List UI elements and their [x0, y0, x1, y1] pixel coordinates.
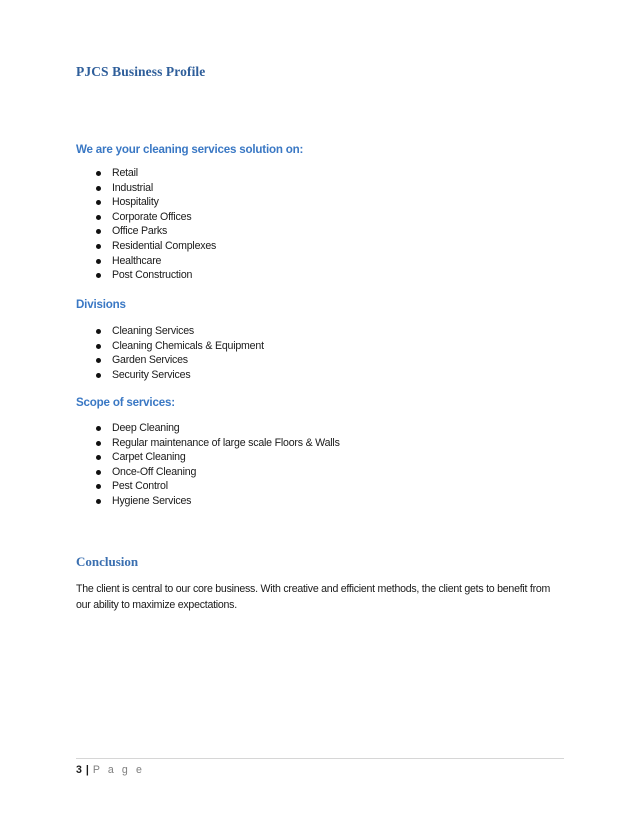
- scope-heading: Scope of services:: [76, 396, 175, 409]
- list-item-label: Healthcare: [112, 254, 162, 267]
- conclusion-heading: Conclusion: [76, 554, 139, 569]
- bullet-icon: [96, 344, 101, 349]
- bullet-icon: [96, 373, 101, 378]
- list-item-label: Carpet Cleaning: [112, 451, 186, 464]
- list-item: [96, 195, 216, 210]
- page-title: PJCS Business Profile: [76, 64, 206, 79]
- list-item: [96, 181, 216, 196]
- list-item: [96, 465, 340, 480]
- divisions-list: [96, 324, 264, 382]
- bullet-icon: [96, 358, 101, 363]
- list-item-label: Pest Control: [112, 480, 168, 493]
- list-item: [96, 224, 216, 239]
- bullet-icon: [96, 273, 101, 278]
- list-item-label: Once-Off Cleaning: [112, 465, 197, 478]
- list-item-label: Industrial: [112, 181, 153, 194]
- bullet-icon: [96, 244, 101, 249]
- list-item: [96, 450, 340, 465]
- scope-list: [96, 421, 340, 509]
- list-item-label: Deep Cleaning: [112, 422, 180, 434]
- bullet-icon: [96, 426, 101, 431]
- page-number: 3: [76, 764, 82, 776]
- list-item: [96, 166, 216, 181]
- bullet-icon: [96, 441, 101, 446]
- list-item: [96, 368, 264, 383]
- list-item: [96, 421, 340, 436]
- list-item-label: Garden Services: [112, 354, 188, 367]
- bullet-icon: [96, 470, 101, 475]
- list-item-label: Security Services: [112, 368, 191, 381]
- list-item-label: Corporate Offices: [112, 210, 192, 223]
- list-item-label: Hospitality: [112, 196, 159, 209]
- solutions-heading: We are your cleaning services solution on:: [76, 143, 304, 156]
- list-item-label: Cleaning Chemicals & Equipment: [112, 339, 264, 352]
- footer-separator: |: [85, 764, 89, 776]
- bullet-icon: [96, 229, 101, 234]
- list-item: [96, 353, 264, 368]
- page-label: P a g e: [92, 764, 145, 776]
- list-item-label: Regular maintenance of large scale Floors & Walls: [112, 436, 340, 449]
- divisions-heading: Divisions: [76, 298, 126, 311]
- bullet-icon: [96, 499, 101, 504]
- solutions-list: [96, 166, 216, 283]
- bullet-icon: [96, 259, 101, 264]
- list-item: [96, 324, 264, 339]
- list-item-label: Cleaning Services: [112, 325, 194, 337]
- list-item-label: Post Construction: [112, 269, 193, 282]
- list-item: [96, 210, 216, 225]
- bullet-icon: [96, 171, 101, 176]
- list-item-label: Retail: [112, 167, 138, 179]
- list-item: [96, 339, 264, 354]
- list-item-label: Office Parks: [112, 225, 168, 238]
- bullet-icon: [96, 186, 101, 191]
- list-item: [96, 239, 216, 254]
- bullet-icon: [96, 455, 101, 460]
- list-item-label: Residential Complexes: [112, 239, 217, 252]
- list-item: [96, 494, 340, 509]
- conclusion-paragraph: The client is central to our core business. With creative and efficient methods, the client gets to benefit from our ability to maximize expectations.: [76, 583, 551, 611]
- list-item: [96, 479, 340, 494]
- bullet-icon: [96, 200, 101, 205]
- footer-divider: [76, 758, 564, 759]
- list-item-label: Hygiene Services: [112, 494, 192, 507]
- list-item: [96, 254, 216, 269]
- bullet-icon: [96, 484, 101, 489]
- list-item: [96, 268, 216, 283]
- page-footer: [76, 764, 144, 776]
- bullet-icon: [96, 215, 101, 220]
- list-item: [96, 436, 340, 451]
- bullet-icon: [96, 329, 101, 334]
